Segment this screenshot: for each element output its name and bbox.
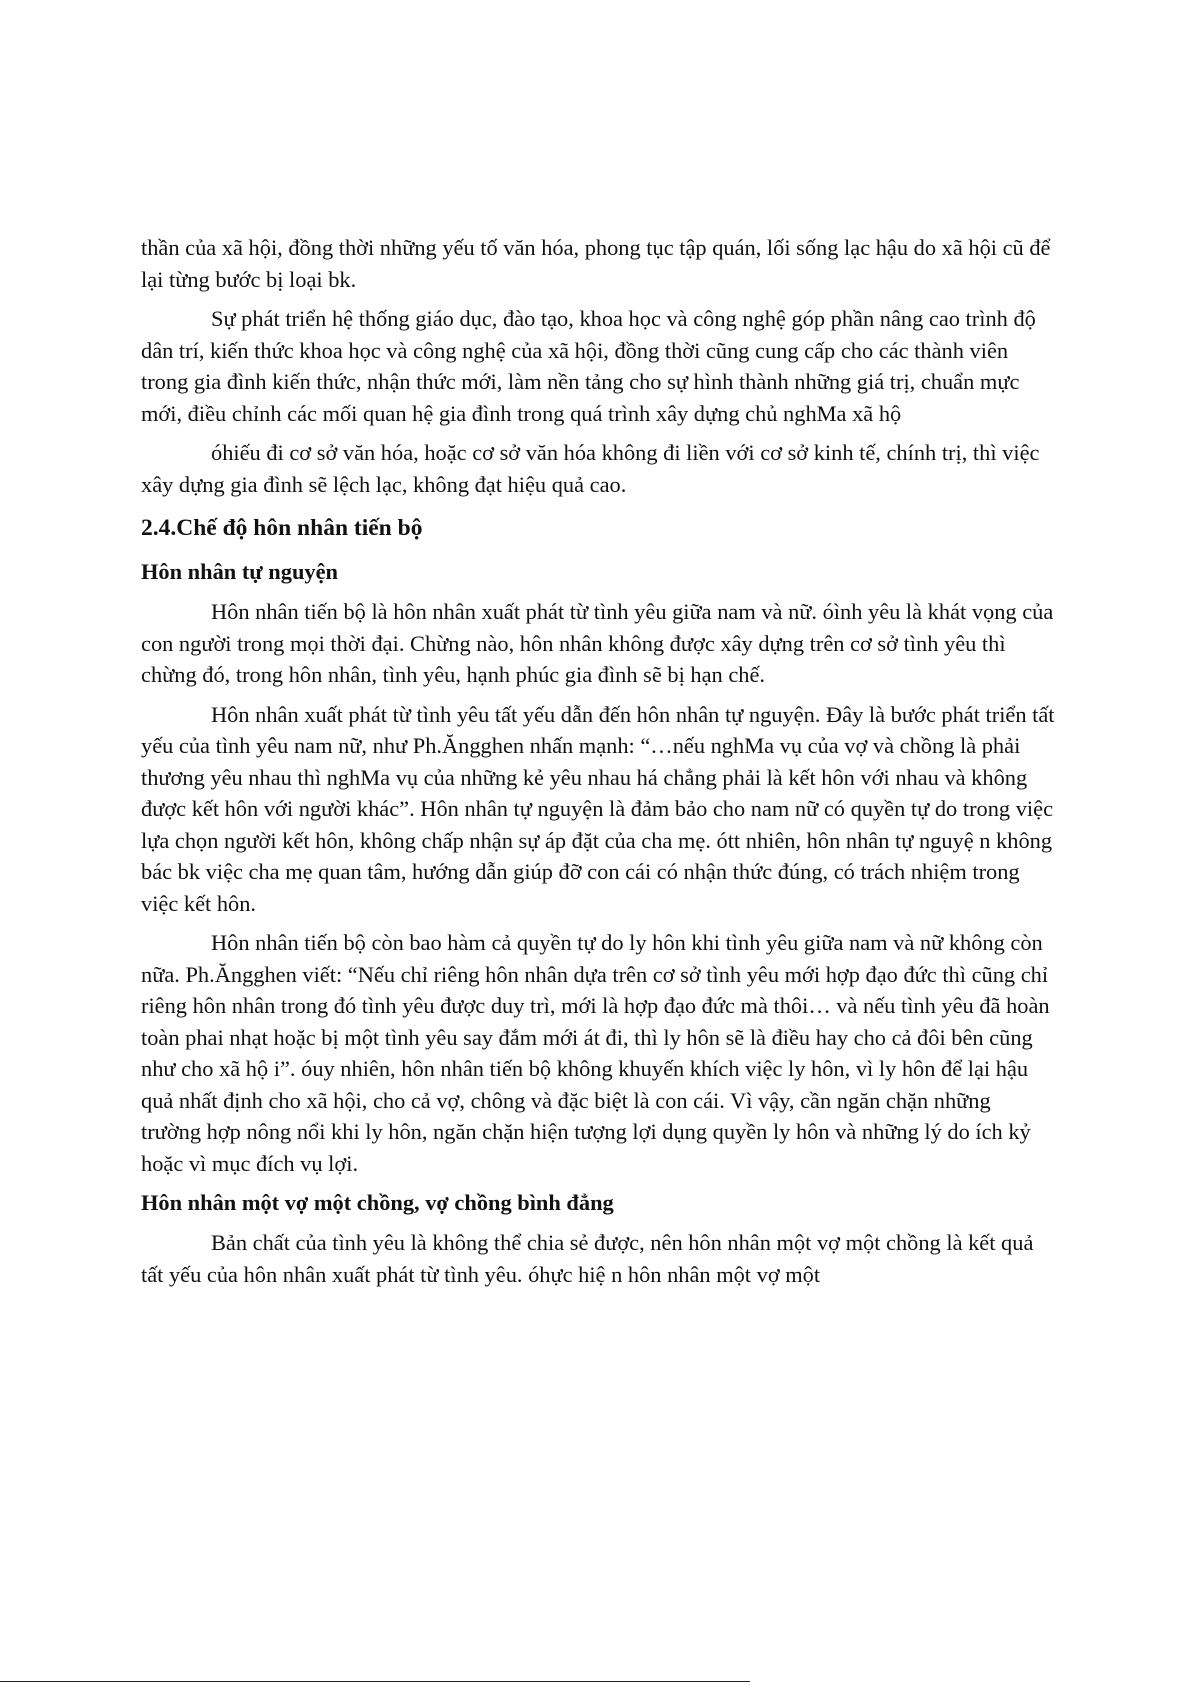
subsection-heading-voluntary-marriage: Hôn nhân tự nguyện [141,559,338,584]
paragraph-4: Hôn nhân tiến bộ là hôn nhân xuất phát từ tình yêu giữa nam và nữ. óình yêu là khát vọng của con người trong mọi thời đại. Chừng nào, hôn nhân không được xây dựng trên cơ sở tình yêu thì chừng đó, trong hôn nhân, tình yêu, hạnh phúc gia đình sẽ bị hạn chế. [141,599,1054,687]
paragraph-7: Bản chất của tình yêu là không thể chia sẻ được, nên hôn nhân một vợ một chồng là kết quả tất yếu của hôn nhân xuất phát từ tình yêu. óhực hiệ n hôn nhân một vợ một [141,1230,1034,1287]
paragraph-5: Hôn nhân xuất phát từ tình yêu tất yếu dẫn đến hôn nhân tự nguyện. Đây là bước phát triển tất yếu của tình yêu nam nữ, như Ph.Ăngghen nhấn mạnh: “…nếu nghMa vụ của vợ và chồng là phải thương yêu nhau thì nghMa vụ của những kẻ yêu nhau há chẳng phải là kết hôn với nhau và không được kết hôn với người khác”. Hôn nhân tự nguyện là đảm bảo cho nam nữ có quyền tự do trong việc lựa chọn người kết hôn, không chấp nhận sự áp đặt của cha mẹ. ótt nhiên, hôn nhân tự nguyệ n không bác bk việc cha mẹ quan tâm, hướng dẫn giúp đỡ con cái có nhận thức đúng, có trách nhiệm trong việc kết hôn. [141,701,1055,916]
paragraph-3: óhiếu đi cơ sở văn hóa, hoặc cơ sở văn hóa không đi liền với cơ sở kinh tế, chính trị, thì việc xây dựng gia đình sẽ lệch lạc, không đạt hiệu quả cao. [141,440,1040,497]
footer-rule [0,1681,750,1682]
paragraph-1: thần của xã hội, đồng thời những yếu tố văn hóa, phong tục tập quán, lối sống lạc hậu do xã hội cũ để lại từng bước bị loại bk. [141,235,1051,292]
section-heading: 2.4.Chế độ hôn nhân tiến bộ [141,515,423,541]
document-page [141,232,1056,1298]
subsection-heading-monogamy: Hôn nhân một vợ một chồng, vợ chồng bình đẳng [141,1190,614,1215]
paragraph-2: Sự phát triển hệ thống giáo dục, đào tạo, khoa học và công nghệ góp phần nâng cao trình độ dân trí, kiến thức khoa học và công nghệ của xã hội, đồng thời cũng cung cấp cho các thành viên trong gia đình kiến thức, nhận thức mới, làm nền tảng cho sự hình thành những giá trị, chuẩn mực mới, điều chỉnh các mối quan hệ gia đình trong quá trình xây dựng chủ nghMa xã hộ [141,306,1036,426]
paragraph-6: Hôn nhân tiến bộ còn bao hàm cả quyền tự do ly hôn khi tình yêu giữa nam và nữ không còn nữa. Ph.Ăngghen viết: “Nếu chỉ riêng hôn nhân dựa trên cơ sở tình yêu mới hợp đạo đức thì cũng chỉ riêng hôn nhân trong đó tình yêu được duy trì, mới là hợp đạo đức mà thôi… và nếu tình yêu đã hoàn toàn phai nhạt hoặc bị một tình yêu say đắm mới át đi, thì ly hôn sẽ là điều hay cho cả đôi bên cũng như cho xã hộ i”. óuy nhiên, hôn nhân tiến bộ không khuyến khích việc ly hôn, vì ly hôn để lại hậu quả nhất định cho xã hội, cho cả vợ, chông và đặc biệt là con cái. Vì vậy, cần ngăn chặn những trường hợp nông nổi khi ly hôn, ngăn chặn hiện tượng lợi dụng quyền ly hôn và những lý do ích kỷ hoặc vì mục đích vụ lợi. [141,930,1050,1176]
